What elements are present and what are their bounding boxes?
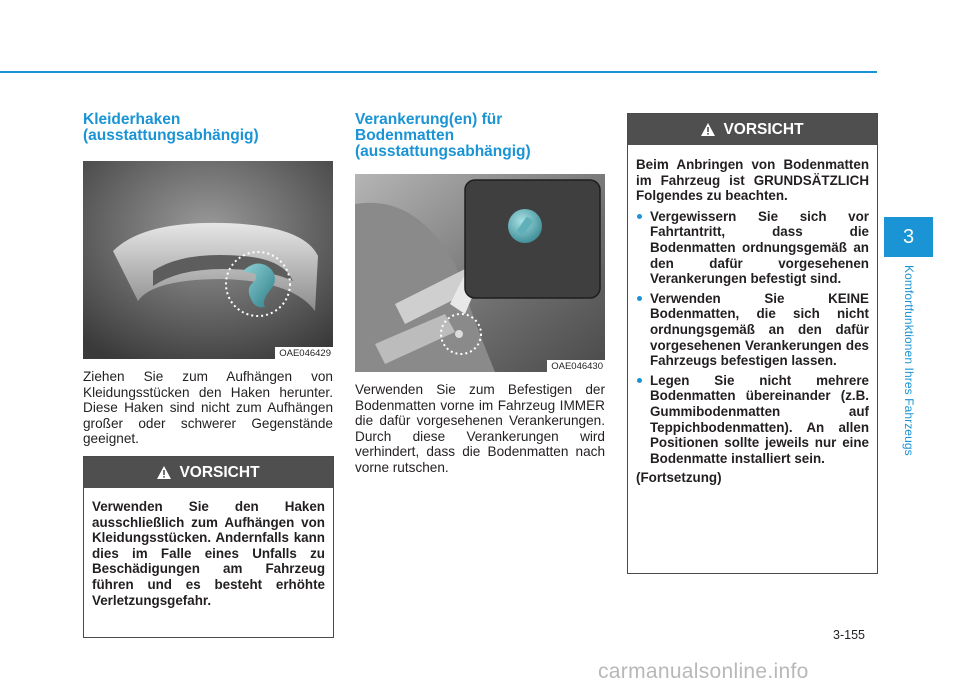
warning-text: Verwenden Sie den Haken ausschließlich zum Aufhängen von Kleidungsstücken. Andernfalls kann dies im Falle eines Unfalls zu Beschädigungen am Fahrzeug führen und es besteht erhöhte Verletzungsgefahr. bbox=[92, 499, 325, 608]
coat-hook-figure bbox=[83, 161, 333, 359]
heading-line: Verankerung(en) für bbox=[355, 111, 503, 128]
column-left bbox=[83, 112, 333, 447]
page-number: 3-155 bbox=[833, 628, 865, 642]
section-heading-floor-mat-anchors bbox=[355, 112, 605, 160]
warning-triangle-icon bbox=[701, 123, 715, 136]
warning-bullet: Verwenden Sie KEINE Bodenmatten, die sich nicht ordnungsgemäß an den dafür vorgesehenen Verankerungen des Fahrzeugs befestigen lassen. bbox=[636, 291, 869, 369]
figure-code: OAE046429 bbox=[275, 347, 333, 359]
top-rule bbox=[0, 71, 877, 73]
warning-title: VORSICHT bbox=[723, 120, 804, 138]
chapter-number-tab bbox=[884, 217, 933, 257]
warning-box-floor-mats bbox=[627, 113, 878, 574]
coat-hook-text: Ziehen Sie zum Aufhängen von Kleidungsstücken den Haken herunter. Diese Haken sind nicht zum Aufhängen großer oder schwerer Gegenstände geeignet. bbox=[83, 369, 333, 447]
warning-header bbox=[628, 114, 877, 145]
section-heading-coat-hook bbox=[83, 112, 333, 144]
floor-mat-anchor-figure bbox=[355, 174, 605, 372]
warning-body bbox=[628, 145, 877, 494]
warning-box-coat-hook bbox=[83, 456, 334, 638]
floor-mat-anchor-text: Verwenden Sie zum Befestigen der Bodenmatten vorne im Fahrzeug IMMER die dafür vorgesehenen Verankerungen. Durch diese Verankerungen wird verhindert, dass die Bodenmatten nach vorne rutschen. bbox=[355, 382, 605, 475]
warning-bullet: Legen Sie nicht mehrere Bodenmatten übereinander (z.B. Gummibodenmatten auf Teppichbodenmatten). An allen Positionen sollte jeweils nur eine Bodenmatte installiert sein. bbox=[636, 373, 869, 467]
continued-label: (Fortsetzung) bbox=[636, 470, 722, 486]
heading-line: Bodenmatten bbox=[355, 127, 455, 144]
warning-bullet-list bbox=[636, 209, 869, 467]
floor-mat-anchor-illustration bbox=[355, 174, 605, 372]
figure-code: OAE046430 bbox=[547, 360, 605, 372]
chapter-number: 3 bbox=[902, 225, 915, 248]
warning-title: VORSICHT bbox=[179, 463, 260, 481]
watermark: carmanualsonline.info bbox=[598, 660, 809, 683]
warning-header bbox=[84, 457, 333, 488]
warning-body bbox=[84, 488, 333, 616]
warning-triangle-icon bbox=[157, 466, 171, 479]
coat-hook-illustration bbox=[83, 161, 333, 359]
warning-intro: Beim Anbringen von Bodenmatten im Fahrzeug ist GRUNDSÄTZLICH Folgendes zu beachten. bbox=[636, 157, 869, 204]
column-middle bbox=[355, 112, 605, 476]
warning-bullet: Vergewissern Sie sich vor Fahrtantritt, dass die Bodenmatten ordnungsgemäß an den dafür vorgesehenen Verankerungen befestigt sind. bbox=[636, 209, 869, 287]
heading-line: (ausstattungsabhängig) bbox=[355, 143, 531, 160]
heading-line: (ausstattungsabhängig) bbox=[83, 127, 259, 144]
chapter-title-vertical: Komfortfunktionen Ihres Fahrzeugs bbox=[902, 265, 916, 456]
heading-line: Kleiderhaken bbox=[83, 111, 181, 128]
